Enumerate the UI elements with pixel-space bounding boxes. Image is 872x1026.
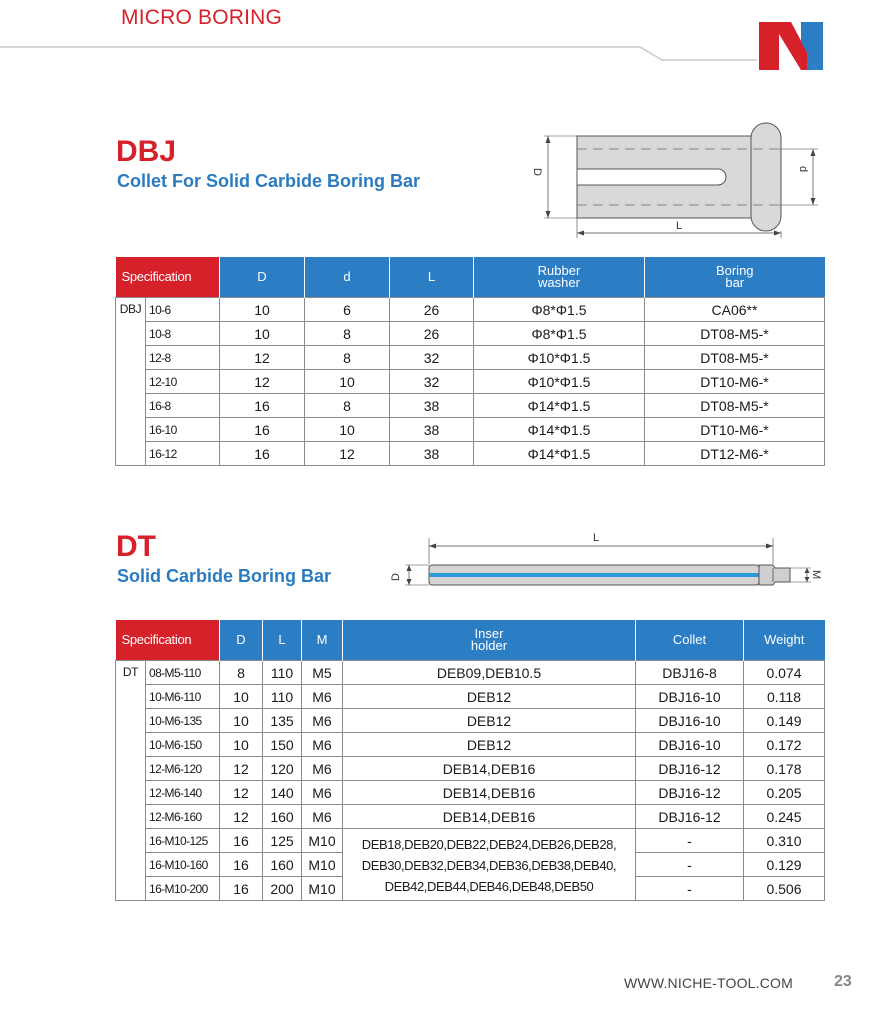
row-code: 16-M10-125 — [146, 829, 220, 853]
row-d: 12 — [305, 442, 390, 466]
row-D: 10 — [220, 685, 263, 709]
row-D: 10 — [220, 709, 263, 733]
row-D: 12 — [220, 757, 263, 781]
row-weight: 0.074 — [744, 661, 825, 685]
row-D: 16 — [220, 394, 305, 418]
row-collet: DBJ16-12 — [636, 757, 744, 781]
row-collet: DBJ16-12 — [636, 781, 744, 805]
table-row — [116, 733, 825, 757]
row-L: 200 — [263, 877, 302, 901]
row-L: 160 — [263, 805, 302, 829]
table-row — [116, 685, 825, 709]
insert-line: DEB18,DEB20,DEB22,DEB24,DEB26,DEB28, — [361, 837, 617, 852]
row-weight: 0.506 — [744, 877, 825, 901]
dt-header-D: D — [220, 620, 263, 661]
row-d: 10 — [305, 418, 390, 442]
row-boring-bar: CA06** — [645, 298, 825, 322]
row-D: 16 — [220, 418, 305, 442]
table-row — [116, 394, 825, 418]
dbj-section-subtitle: Collet For Solid Carbide Boring Bar — [117, 171, 421, 191]
dbj-header-L: L — [390, 257, 474, 298]
row-insert-holder: DEB14,DEB16 — [343, 781, 636, 805]
row-M: M10 — [302, 829, 343, 853]
footer-website: WWW.NICHE-TOOL.COM — [624, 975, 793, 991]
row-L: 120 — [263, 757, 302, 781]
row-M: M6 — [302, 805, 343, 829]
niche-n-logo-icon — [757, 20, 827, 72]
dt-header-L: L — [263, 620, 302, 661]
row-boring-bar: DT08-M5-* — [645, 394, 825, 418]
dt-series-cell: DT — [116, 661, 146, 901]
row-M: M6 — [302, 781, 343, 805]
row-weight: 0.172 — [744, 733, 825, 757]
table-row — [116, 709, 825, 733]
row-M: M6 — [302, 757, 343, 781]
dbj-header-d: d — [305, 257, 390, 298]
row-L: 110 — [263, 685, 302, 709]
row-code: 10-6 — [146, 298, 220, 322]
row-L: 110 — [263, 661, 302, 685]
row-D: 16 — [220, 442, 305, 466]
row-boring-bar: DT08-M5-* — [645, 322, 825, 346]
table-row — [116, 829, 825, 853]
table-row — [116, 781, 825, 805]
row-weight: 0.310 — [744, 829, 825, 853]
dt-dim-D-label: D — [390, 573, 402, 581]
row-boring-bar: DT10-M6-* — [645, 370, 825, 394]
dt-header-M: M — [302, 620, 343, 661]
row-collet: DBJ16-12 — [636, 805, 744, 829]
row-insert-holder: DEB12 — [343, 709, 636, 733]
row-insert-holder: DEB14,DEB16 — [343, 757, 636, 781]
row-collet: - — [636, 829, 744, 853]
dt-header-weight: Weight — [744, 620, 825, 661]
row-code: 12-M6-120 — [146, 757, 220, 781]
row-D: 12 — [220, 805, 263, 829]
row-washer: Φ8*Φ1.5 — [474, 298, 645, 322]
table-row — [116, 757, 825, 781]
row-d: 8 — [305, 394, 390, 418]
row-L: 125 — [263, 829, 302, 853]
row-weight: 0.118 — [744, 685, 825, 709]
row-D: 16 — [220, 829, 263, 853]
row-D: 12 — [220, 370, 305, 394]
row-collet: DBJ16-10 — [636, 733, 744, 757]
page-header-title: MICRO BORING — [121, 6, 283, 29]
row-insert-holder: DEB09,DEB10.5 — [343, 661, 636, 685]
insert-line: DEB42,DEB44,DEB46,DEB48,DEB50 — [384, 879, 594, 894]
row-washer: Φ14*Φ1.5 — [474, 394, 645, 418]
table-row — [116, 661, 825, 685]
row-D: 10 — [220, 322, 305, 346]
row-weight: 0.245 — [744, 805, 825, 829]
row-L: 160 — [263, 853, 302, 877]
row-insert-holder: DEB12 — [343, 733, 636, 757]
row-M: M10 — [302, 877, 343, 901]
row-washer: Φ14*Φ1.5 — [474, 418, 645, 442]
row-collet: DBJ16-10 — [636, 685, 744, 709]
row-insert-holder: DEB14,DEB16 — [343, 805, 636, 829]
row-insert-holder: DEB12 — [343, 685, 636, 709]
table-row — [116, 346, 825, 370]
row-code: 16-10 — [146, 418, 220, 442]
shared-insert-holder-cell — [343, 829, 636, 901]
row-code: 12-8 — [146, 346, 220, 370]
row-L: 26 — [390, 322, 474, 346]
row-code: 16-8 — [146, 394, 220, 418]
row-collet: - — [636, 853, 744, 877]
table-row — [116, 322, 825, 346]
dbj-header-D: D — [220, 257, 305, 298]
row-L: 140 — [263, 781, 302, 805]
dt-boring-bar-drawing — [385, 526, 830, 598]
dt-dim-M-label: M — [810, 570, 822, 580]
row-code: 08-M5-110 — [146, 661, 220, 685]
row-weight: 0.178 — [744, 757, 825, 781]
insert-line: DEB30,DEB32,DEB34,DEB36,DEB38,DEB40, — [361, 858, 617, 873]
row-D: 12 — [220, 346, 305, 370]
row-M: M6 — [302, 709, 343, 733]
row-washer: Φ8*Φ1.5 — [474, 322, 645, 346]
dbj-section-code: DBJ — [116, 135, 177, 168]
row-collet: DBJ16-8 — [636, 661, 744, 685]
row-boring-bar: DT12-M6-* — [645, 442, 825, 466]
row-D: 12 — [220, 781, 263, 805]
dt-spec-table — [115, 620, 825, 901]
row-washer: Φ10*Φ1.5 — [474, 346, 645, 370]
row-d: 6 — [305, 298, 390, 322]
dbj-header-bar: Boring bar — [645, 257, 825, 298]
table-row — [116, 418, 825, 442]
row-collet: DBJ16-10 — [636, 709, 744, 733]
table-row — [116, 805, 825, 829]
row-L: 135 — [263, 709, 302, 733]
row-d: 8 — [305, 322, 390, 346]
row-code: 12-M6-140 — [146, 781, 220, 805]
row-D: 8 — [220, 661, 263, 685]
dbj-spec-table — [115, 257, 825, 466]
dbj-dim-d-label: d — [797, 166, 809, 173]
row-M: M5 — [302, 661, 343, 685]
row-M: M6 — [302, 733, 343, 757]
row-code: 12-M6-160 — [146, 805, 220, 829]
row-code: 10-M6-110 — [146, 685, 220, 709]
row-boring-bar: DT08-M5-* — [645, 346, 825, 370]
row-weight: 0.129 — [744, 853, 825, 877]
dbj-series-cell: DBJ — [116, 298, 146, 466]
row-washer: Φ10*Φ1.5 — [474, 370, 645, 394]
dbj-header-spec: Specification — [116, 257, 220, 298]
row-boring-bar: DT10-M6-* — [645, 418, 825, 442]
row-L: 32 — [390, 370, 474, 394]
row-washer: Φ14*Φ1.5 — [474, 442, 645, 466]
row-collet: - — [636, 877, 744, 901]
dt-header-collet: Collet — [636, 620, 744, 661]
row-code: 12-10 — [146, 370, 220, 394]
dbj-dim-D-label: D — [531, 168, 543, 176]
row-L: 38 — [390, 442, 474, 466]
table-row — [116, 442, 825, 466]
table-row — [116, 370, 825, 394]
row-weight: 0.149 — [744, 709, 825, 733]
table-row — [116, 298, 825, 322]
row-code: 16-M10-200 — [146, 877, 220, 901]
row-code: 10-M6-135 — [146, 709, 220, 733]
row-L: 32 — [390, 346, 474, 370]
row-code: 16-M10-160 — [146, 853, 220, 877]
dt-section-subtitle: Solid Carbide Boring Bar — [117, 566, 332, 586]
row-d: 10 — [305, 370, 390, 394]
dbj-collet-drawing — [530, 118, 830, 244]
row-L: 26 — [390, 298, 474, 322]
row-M: M6 — [302, 685, 343, 709]
row-D: 16 — [220, 877, 263, 901]
dbj-header-washer: Rubber washer — [474, 257, 645, 298]
row-L: 150 — [263, 733, 302, 757]
dt-section-code: DT — [116, 530, 156, 563]
row-D: 10 — [220, 298, 305, 322]
row-code: 10-M6-150 — [146, 733, 220, 757]
dt-dim-L-label: L — [593, 532, 600, 544]
row-L: 38 — [390, 418, 474, 442]
row-D: 10 — [220, 733, 263, 757]
dbj-dim-L-label: L — [676, 220, 683, 232]
row-M: M10 — [302, 853, 343, 877]
dt-header-insert-holder: Inser holder — [343, 620, 636, 661]
page-number: 23 — [834, 973, 852, 990]
row-weight: 0.205 — [744, 781, 825, 805]
row-d: 8 — [305, 346, 390, 370]
row-L: 38 — [390, 394, 474, 418]
row-D: 16 — [220, 853, 263, 877]
dt-header-spec: Specification — [116, 620, 220, 661]
row-code: 16-12 — [146, 442, 220, 466]
row-code: 10-8 — [146, 322, 220, 346]
